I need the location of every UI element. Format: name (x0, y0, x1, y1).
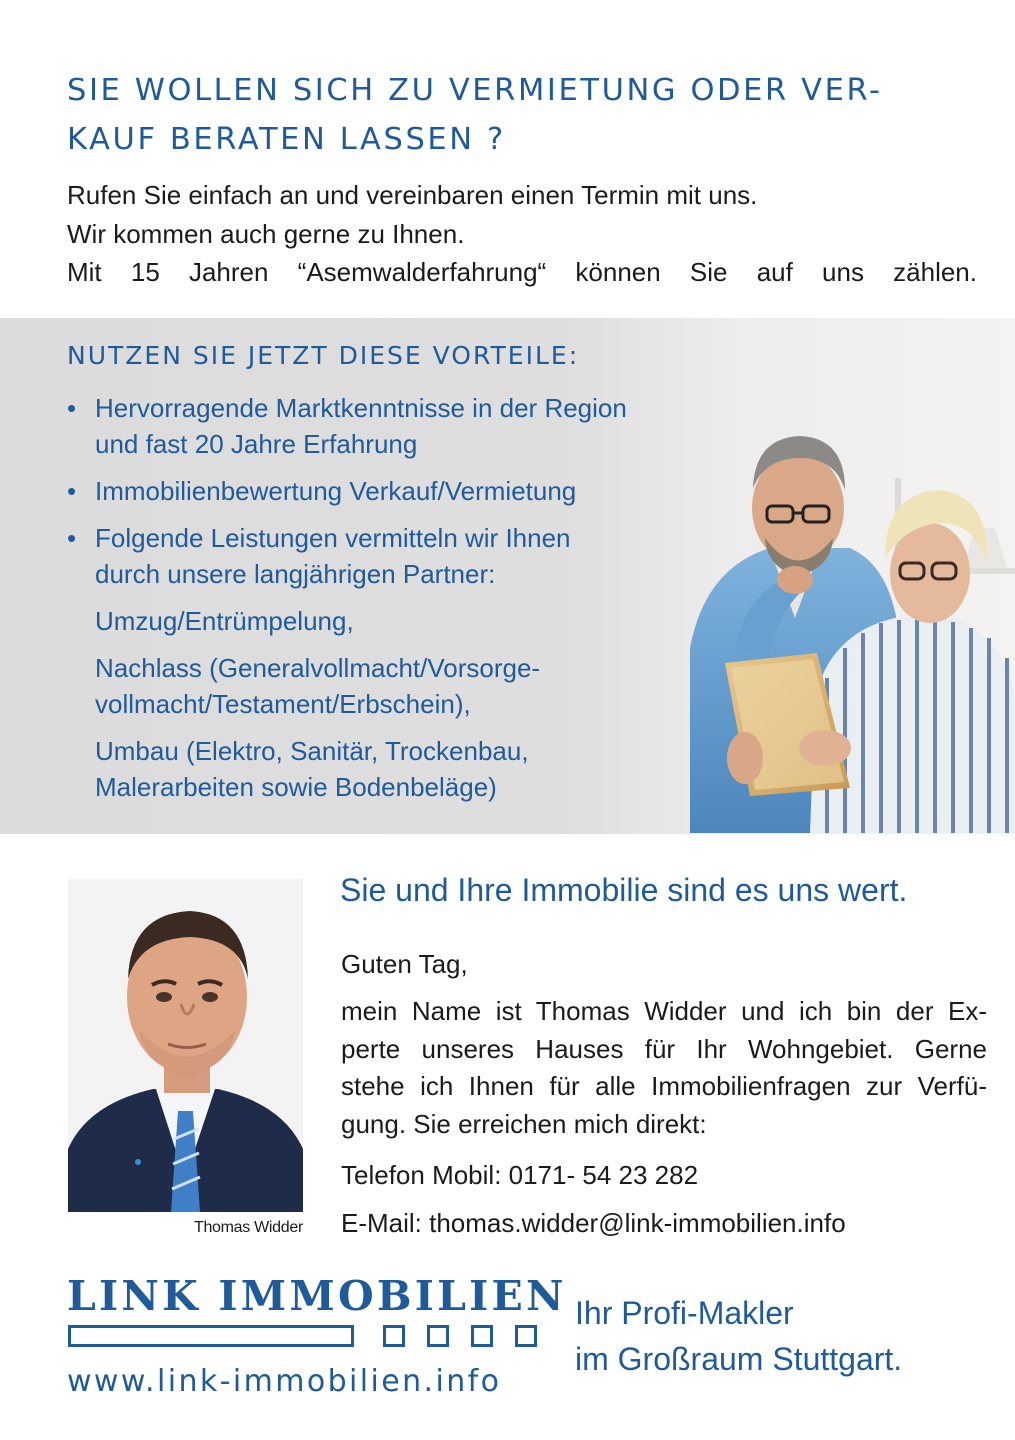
benefit-text: Folgende Leistungen vermitteln wir Ihnen (95, 523, 571, 553)
slogan (575, 1290, 902, 1382)
person-portrait-icon (68, 879, 303, 1212)
service-item-estate (67, 650, 707, 722)
bullet-icon: • (67, 393, 77, 423)
bio-line: gung. Sie erreichen mich direkt: (341, 1108, 707, 1139)
intro-line-3: Mit 15 Jahren “Asemwalderfahrung“ können Sie auf uns zählen. (67, 257, 977, 287)
headline-line-1: SIE WOLLEN SICH ZU VERMIETUNG ODER VER- (67, 73, 883, 108)
benefits-list (67, 390, 707, 805)
intro-text (67, 176, 977, 292)
slogan-line-1: Ihr Profi-Makler (575, 1295, 794, 1331)
benefits-band (0, 318, 1015, 834)
benefit-item-partners (67, 520, 707, 592)
phone-number: Telefon Mobil: 0171- 54 23 282 (341, 1160, 699, 1190)
benefit-item-valuation (67, 473, 707, 509)
service-item-renovation (67, 733, 707, 805)
contact-tagline: Sie und Ihre Immobilie sind es uns wert. (340, 872, 908, 908)
company-logo-text: LINK IMMOBILIEN (67, 1272, 567, 1320)
logo-bar-icon (68, 1325, 354, 1347)
intro-line-1: Rufen Sie einfach an und vereinbaren einen Termin mit uns. (67, 180, 758, 210)
portrait-photo (68, 879, 303, 1212)
bullet-icon: • (67, 476, 77, 506)
service-text: Umzug/Entrümpelung, (95, 606, 354, 636)
intro-line-2: Wir kommen auch gerne zu Ihnen. (67, 218, 465, 249)
bullet-icon: • (67, 523, 77, 553)
benefits-title: NUTZEN SIE JETZT DIESE VORTEILE: (67, 341, 580, 370)
headline-line-2: KAUF BERATEN LASSEN ? (67, 122, 506, 157)
bio-line: perte unseres Hauses für Ihr Wohngebiet. Gerne (341, 1033, 987, 1064)
service-text: Nachlass (Generalvollmacht/Vorsorge- (95, 653, 541, 683)
service-text: Malerarbeiten sowie Bodenbeläge) (95, 772, 497, 802)
page-headline (67, 66, 967, 164)
benefit-text: Hervorragende Marktkenntnisse in der Region (95, 393, 627, 423)
service-text: Umbau (Elektro, Sanitär, Trockenbau, (95, 736, 529, 766)
service-text: vollmacht/Testament/Erbschein), (95, 689, 471, 719)
benefit-text: durch unsere langjährigen Partner: (95, 559, 496, 589)
benefit-text: Immobilienbewertung Verkauf/Vermietung (95, 476, 577, 506)
logo-square-icon (515, 1325, 537, 1347)
bio-line: stehe ich Ihnen für alle Immobilienfragen zur Verfü- (341, 1071, 987, 1101)
benefit-item-market (67, 390, 707, 462)
bio-line: mein Name ist Thomas Widder und ich bin der Ex- (341, 996, 987, 1026)
slogan-line-2: im Großraum Stuttgart. (575, 1341, 903, 1377)
logo-square-icon (471, 1325, 493, 1347)
benefit-text: und fast 20 Jahre Erfahrung (95, 429, 418, 459)
logo-square-icon (427, 1325, 449, 1347)
portrait-caption: Thomas Widder (193, 1219, 303, 1236)
email-address: E-Mail: thomas.widder@link-immobilien.info (341, 1208, 846, 1238)
greeting: Guten Tag, (341, 949, 468, 979)
logo-square-icon (383, 1325, 405, 1347)
service-item-moving (67, 603, 707, 639)
website-link[interactable]: www.link-immobilien.info (67, 1364, 502, 1399)
bio-text (341, 993, 987, 1143)
